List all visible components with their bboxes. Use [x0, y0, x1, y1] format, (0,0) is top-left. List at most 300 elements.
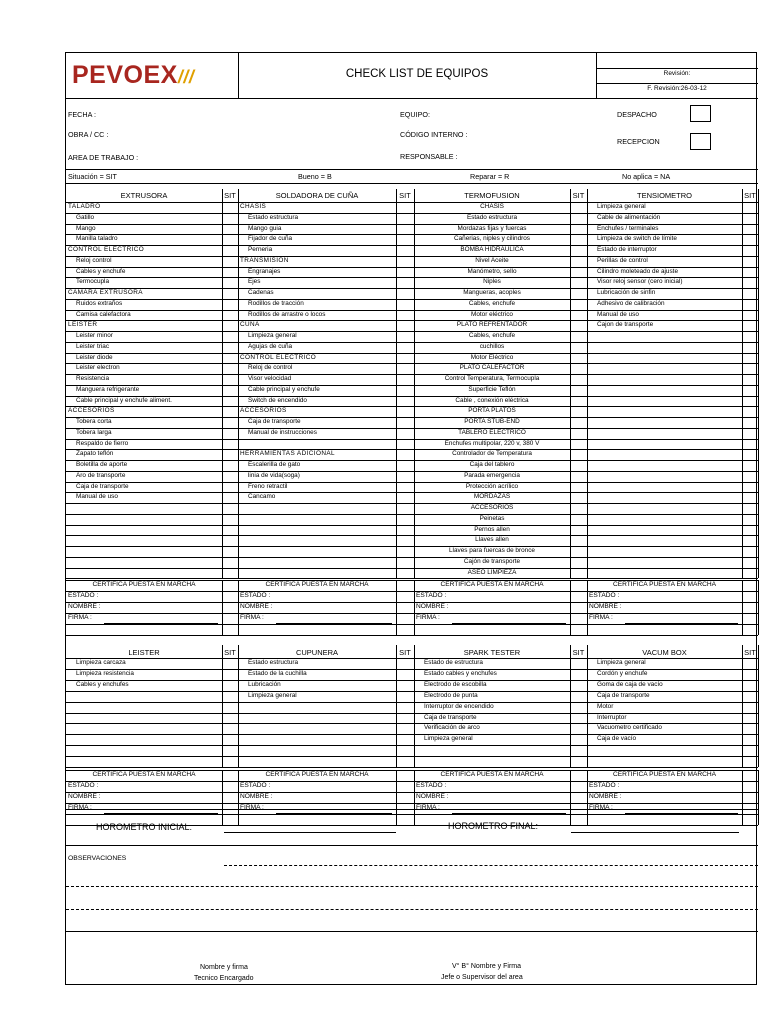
checklist-item: MORDAZAS [473, 493, 511, 501]
checklist-item: Cable de alimentación [597, 213, 661, 221]
checklist-item: Caja de transporte [424, 713, 477, 721]
sit-cell[interactable] [570, 320, 587, 331]
sit-cell[interactable] [396, 482, 414, 493]
sit-cell[interactable] [742, 299, 758, 310]
certifica-title: CERTIFICA PUESTA EN MARCHA [92, 581, 196, 589]
checklist-item: Cancamo [248, 493, 276, 501]
firma-field[interactable]: FIRMA : [240, 614, 264, 622]
revision-date: F. Revisión:26-03-12 [647, 85, 707, 92]
checklist-item: Motor eléctrico [471, 310, 513, 318]
sit-cell[interactable] [222, 734, 238, 745]
sit-cell[interactable] [396, 202, 414, 213]
sit-cell[interactable] [396, 734, 414, 745]
checklist-item: Perneria [248, 246, 273, 253]
sit-cell[interactable] [742, 702, 758, 713]
checklist-item: Manual de instrucciones [248, 428, 317, 436]
despacho-label: DESPACHO [617, 110, 657, 119]
sit-cell[interactable] [396, 471, 414, 482]
sit-cell[interactable] [396, 702, 414, 713]
sit-cell[interactable] [222, 713, 238, 724]
checklist-item: Cables y enchufe [76, 267, 126, 275]
sit-cell[interactable] [570, 406, 587, 417]
obra-label: OBRA / CC : [68, 130, 109, 139]
checklist-item: Manguera refrigerante [76, 385, 140, 393]
sit-cell[interactable] [570, 449, 587, 460]
sit-cell[interactable] [222, 320, 238, 331]
checklist-item: Mangueras, acoples [463, 289, 521, 296]
sit-header: SIT [399, 191, 411, 200]
sit-cell[interactable] [222, 691, 238, 702]
sit-cell[interactable] [570, 713, 587, 724]
sit-cell[interactable] [570, 224, 587, 235]
sit-cell[interactable] [570, 288, 587, 299]
checklist-item: Leister triac [76, 342, 110, 350]
sit-cell[interactable] [396, 363, 414, 374]
checklist-item: Verificación de arco [424, 724, 480, 732]
checklist-item: Electrodo de punta [424, 691, 478, 699]
checklist-item: Estado estructura [466, 213, 518, 221]
sit-cell[interactable] [222, 417, 238, 428]
sit-cell[interactable] [570, 267, 587, 278]
sit-cell[interactable] [396, 396, 414, 407]
certifica-title: CERTIFICA PUESTA EN MARCHA [92, 771, 196, 778]
checklist-item: Agujas de cuña [248, 342, 293, 350]
sit-cell[interactable] [222, 353, 238, 364]
sit-cell[interactable] [222, 299, 238, 310]
checklist-item: HERRAMIENTAS ADICIONAL [240, 450, 335, 458]
checklist-item: Resistencia [76, 375, 110, 382]
checklist-item: Cable , conexión eléctrica [455, 396, 529, 404]
column-title: SOLDADORA DE CUÑA [275, 191, 359, 200]
checklist-item: Manual de uso [76, 493, 118, 501]
checklist-item: Limpieza general [597, 659, 646, 666]
firma-field[interactable]: FIRMA : [416, 804, 440, 811]
sit-cell[interactable] [742, 267, 758, 278]
sit-cell[interactable] [570, 342, 587, 353]
checklist-item: cuchillos [479, 342, 505, 350]
checklist-item: Motor Eléctrico [470, 353, 514, 361]
sit-cell[interactable] [222, 428, 238, 439]
sit-cell[interactable] [222, 460, 238, 471]
sit-cell[interactable] [222, 680, 238, 691]
nombre-field[interactable]: NOMBRE : [589, 603, 622, 611]
equipo-label: EQUIPO: [400, 110, 430, 119]
firma-field[interactable]: FIRMA : [68, 804, 92, 811]
checklist-item: Respaldo de fierro [76, 439, 129, 447]
sit-cell[interactable] [570, 658, 587, 669]
sit-cell[interactable] [570, 363, 587, 374]
sit-cell[interactable] [570, 439, 587, 450]
checklist-item: Estado de estructura [424, 659, 483, 666]
firma-field[interactable]: FIRMA : [589, 804, 613, 811]
column-title: CUPUNERA [295, 648, 339, 657]
checklist-item: Cañerias, niples y cilindros [453, 235, 530, 243]
revision-label: Revisión: [663, 70, 691, 77]
sit-cell[interactable] [222, 310, 238, 321]
estado-field[interactable]: ESTADO : [416, 782, 447, 789]
sit-cell[interactable] [396, 224, 414, 235]
sit-cell[interactable] [222, 439, 238, 450]
sit-cell[interactable] [222, 756, 238, 767]
firma-field[interactable]: FIRMA : [589, 614, 613, 622]
sit-cell[interactable] [570, 396, 587, 407]
estado-field[interactable]: ESTADO : [240, 782, 271, 789]
checklist-item: Ejes [248, 278, 261, 286]
estado-field[interactable]: ESTADO : [240, 592, 271, 600]
checklist-sheet [65, 52, 757, 985]
checklist-item: Goma de caja de vacío [597, 680, 663, 688]
checklist-item: Lubricación de sinfin [597, 289, 656, 296]
checklist-item: Gatillo [76, 213, 95, 221]
checklist-item: Interruptor [597, 713, 627, 721]
checklist-item: Freno retractil [248, 482, 288, 490]
sit-cell[interactable] [570, 374, 587, 385]
checklist-item: TABLERO ELECTRICO [458, 428, 526, 436]
checklist-item: Zapato teflón [76, 450, 114, 458]
certifica-title: CERTIFICA PUESTA EN MARCHA [612, 771, 717, 778]
sit-cell[interactable] [742, 723, 758, 734]
sit-cell[interactable] [570, 385, 587, 396]
sit-cell[interactable] [570, 245, 587, 256]
sit-cell[interactable] [396, 406, 414, 417]
sit-cell[interactable] [222, 702, 238, 713]
sit-cell[interactable] [570, 557, 587, 568]
sit-cell[interactable] [222, 202, 238, 213]
page-title: CHECK LIST DE EQUIPOS [345, 68, 489, 80]
sit-cell[interactable] [742, 658, 758, 669]
sit-cell[interactable] [222, 492, 238, 503]
sit-cell[interactable] [570, 568, 587, 579]
sit-cell[interactable] [222, 449, 238, 460]
sit-cell[interactable] [570, 213, 587, 224]
sit-cell[interactable] [742, 245, 758, 256]
signature-tecnico-role: Tecnico Encargado [194, 975, 254, 982]
sit-cell[interactable] [570, 310, 587, 321]
sit-cell[interactable] [742, 288, 758, 299]
firma-field[interactable]: FIRMA : [416, 614, 440, 622]
sit-cell[interactable] [570, 277, 587, 288]
checklist-item: Manual de uso [597, 310, 639, 318]
certifica-title: CERTIFICA PUESTA EN MARCHA [440, 581, 544, 589]
checklist-item: Reloj de control [248, 364, 293, 372]
sit-cell[interactable] [222, 396, 238, 407]
checklist-item: ASEO LIMPIEZA [467, 568, 517, 576]
sit-cell[interactable] [570, 202, 587, 213]
sit-cell[interactable] [396, 256, 414, 267]
sit-cell[interactable] [570, 680, 587, 691]
sit-cell[interactable] [570, 535, 587, 546]
observaciones-line[interactable] [224, 865, 758, 866]
sit-cell[interactable] [396, 310, 414, 321]
sit-cell[interactable] [222, 342, 238, 353]
sit-cell[interactable] [396, 288, 414, 299]
observaciones-line[interactable] [66, 886, 758, 887]
sit-cell[interactable] [396, 267, 414, 278]
sit-cell[interactable] [222, 267, 238, 278]
sit-cell[interactable] [396, 213, 414, 224]
checklist-item: Visor velocidad [248, 375, 292, 382]
sit-cell[interactable] [396, 492, 414, 503]
sit-cell[interactable] [570, 745, 587, 756]
sit-cell[interactable] [742, 234, 758, 245]
observaciones-label: OBSERVACIONES [68, 855, 127, 862]
checklist-item: Enchufes multipolar, 220 v, 380 V [444, 439, 540, 447]
signature-supervisor-role: Jefe o Supervisor del area [441, 974, 523, 981]
checklist-item: Mango [76, 224, 96, 232]
sit-header: SIT [224, 648, 236, 657]
legend-noaplica: No aplica = NA [622, 172, 671, 181]
checklist-item: Estado estructura [248, 659, 299, 666]
sit-cell[interactable] [396, 658, 414, 669]
column-title: LEISTER [128, 648, 160, 657]
sit-cell[interactable] [742, 745, 758, 756]
firma-field[interactable]: FIRMA : [68, 614, 92, 622]
checklist-item: Cilindro moleteado de ajuste [597, 267, 678, 275]
checklist-item: Niples [483, 278, 501, 286]
sit-cell[interactable] [742, 213, 758, 224]
nombre-field[interactable]: NOMBRE : [416, 793, 449, 800]
estado-field[interactable]: ESTADO : [589, 782, 620, 789]
sit-cell[interactable] [222, 224, 238, 235]
sit-header: SIT [572, 648, 585, 657]
checklist-item: Protección acrílico [465, 482, 519, 490]
certifica-title: CERTIFICA PUESTA EN MARCHA [440, 771, 544, 778]
checklist-item: Motor [597, 702, 614, 710]
checklist-item: Reloj control [76, 256, 112, 264]
sit-cell[interactable] [396, 245, 414, 256]
estado-field[interactable]: ESTADO : [68, 592, 99, 600]
sit-cell[interactable] [570, 471, 587, 482]
checklist-item: Limpieza de switch de límite [597, 235, 677, 243]
nombre-field[interactable]: NOMBRE : [240, 603, 273, 611]
sit-cell[interactable] [570, 669, 587, 680]
checklist-item: Vacuometro certificado [597, 724, 662, 732]
sit-cell[interactable] [570, 546, 587, 557]
checklist-item: TALADRO [68, 203, 101, 210]
sit-cell[interactable] [570, 299, 587, 310]
sit-cell[interactable] [396, 417, 414, 428]
sit-cell[interactable] [570, 734, 587, 745]
despacho-checkbox[interactable] [690, 105, 711, 122]
sit-cell[interactable] [396, 756, 414, 767]
estado-field[interactable]: ESTADO : [589, 592, 620, 600]
sit-cell[interactable] [396, 713, 414, 724]
sit-cell[interactable] [396, 385, 414, 396]
checklist-item: Llaves allen [475, 536, 509, 544]
column-title: SPARK TESTER [463, 648, 521, 657]
checklist-item: Leister electron [76, 364, 120, 372]
checklist-item: Lubricación [248, 680, 281, 688]
checklist-item: Cables, enchufe [468, 332, 516, 339]
sit-cell[interactable] [396, 691, 414, 702]
sit-cell[interactable] [742, 277, 758, 288]
sit-cell[interactable] [570, 428, 587, 439]
checklist-item: ACCESORIOS [470, 504, 514, 511]
horometro-final-line[interactable] [571, 832, 739, 833]
sit-cell[interactable] [570, 460, 587, 471]
sit-cell[interactable] [222, 234, 238, 245]
sit-cell[interactable] [570, 514, 587, 525]
sit-cell[interactable] [742, 256, 758, 267]
codigo-label: CÓDIGO INTERNO : [400, 130, 468, 139]
sit-cell[interactable] [570, 417, 587, 428]
checklist-item: Cordón y enchufe [597, 669, 648, 677]
checklist-item: CHASIS [480, 203, 504, 210]
checklist-item: Mango guia [248, 224, 282, 232]
nombre-field[interactable]: NOMBRE : [589, 793, 622, 800]
sit-cell[interactable] [570, 525, 587, 536]
checklist-item: Limpieza general [248, 691, 297, 699]
checklist-item: Mordazas fijas y fuercas [457, 224, 527, 232]
sit-cell[interactable] [222, 277, 238, 288]
sit-cell[interactable] [222, 245, 238, 256]
sit-cell[interactable] [396, 342, 414, 353]
sit-cell[interactable] [396, 460, 414, 471]
estado-field[interactable]: ESTADO : [416, 592, 447, 600]
horometro-inicial-line[interactable] [224, 832, 396, 833]
checklist-item: Limpieza general [597, 203, 646, 210]
sit-cell[interactable] [570, 702, 587, 713]
sit-header: SIT [744, 191, 756, 200]
sit-cell[interactable] [222, 723, 238, 734]
sit-cell[interactable] [742, 310, 758, 321]
sit-cell[interactable] [222, 374, 238, 385]
checklist-item: Estado estructura [248, 213, 299, 221]
checklist-item: Manómetro, sello [467, 267, 517, 275]
fecha-label: FECHA : [68, 110, 96, 119]
firma-field[interactable]: FIRMA : [240, 804, 264, 811]
sit-cell[interactable] [396, 374, 414, 385]
checklist-item: Estado cables y enchufes [424, 669, 497, 677]
sit-cell[interactable] [222, 331, 238, 342]
sit-cell[interactable] [396, 680, 414, 691]
checklist-item: Leister minor [76, 332, 113, 339]
sit-cell[interactable] [570, 353, 587, 364]
sit-cell[interactable] [396, 428, 414, 439]
sit-cell[interactable] [570, 723, 587, 734]
nombre-field[interactable]: NOMBRE : [416, 603, 449, 611]
sit-cell[interactable] [396, 439, 414, 450]
checklist-item: Cables, enchufe [468, 299, 516, 307]
checklist-item: CHASIS [240, 203, 267, 210]
checklist-item: Fijador de cuña [248, 235, 293, 243]
checklist-item: Estado de interruptor [597, 246, 657, 253]
checklist-item: CONTROL ELECTRICO [68, 246, 145, 253]
sit-cell[interactable] [396, 745, 414, 756]
checklist-item: Controlador de Temperatura [452, 450, 532, 458]
sit-cell[interactable] [396, 331, 414, 342]
sit-cell[interactable] [742, 734, 758, 745]
checklist-item: Estado de la cuchilla [248, 669, 307, 677]
checklist-item: ACCESORIOS [240, 407, 287, 415]
sit-cell[interactable] [222, 288, 238, 299]
sit-cell[interactable] [742, 202, 758, 213]
sit-cell[interactable] [396, 320, 414, 331]
sit-cell[interactable] [742, 320, 758, 331]
sit-cell[interactable] [396, 234, 414, 245]
sit-cell[interactable] [222, 406, 238, 417]
sit-cell[interactable] [396, 353, 414, 364]
checklist-item: Limpieza carcaza [76, 659, 126, 666]
checklist-item: Switch de encendido [248, 396, 307, 404]
observaciones-line[interactable] [66, 909, 758, 910]
sit-cell[interactable] [570, 482, 587, 493]
checklist-item: linia de vida(soga) [248, 471, 300, 479]
sit-cell[interactable] [570, 256, 587, 267]
checklist-item: Termocupla [76, 278, 110, 286]
estado-field[interactable]: ESTADO : [68, 782, 99, 789]
checklist-item: Limpieza general [424, 735, 473, 743]
checklist-item: Rodillos de tracción [248, 299, 304, 307]
sit-cell[interactable] [222, 471, 238, 482]
sit-cell[interactable] [222, 363, 238, 374]
column-title: VACUM BOX [642, 648, 687, 657]
legend-situacion: Situación = SIT [68, 172, 117, 181]
sit-cell[interactable] [742, 680, 758, 691]
sit-cell[interactable] [742, 669, 758, 680]
nombre-field[interactable]: NOMBRE : [68, 603, 101, 611]
checklist-item: Tobera corta [76, 418, 112, 425]
column-title: EXTRUSORA [120, 191, 168, 200]
sit-cell[interactable] [570, 756, 587, 767]
sit-cell[interactable] [570, 492, 587, 503]
checklist-item: Caja de vacío [597, 735, 637, 743]
recepcion-checkbox[interactable] [690, 133, 711, 150]
checklist-item: Aro de transporte [76, 471, 126, 479]
checklist-item: Perillas de control [597, 256, 648, 264]
sit-cell[interactable] [742, 224, 758, 235]
sit-cell[interactable] [396, 723, 414, 734]
checklist-item: PORTA PLATOS [468, 407, 516, 415]
checklist-item: TRANSMISION [240, 256, 289, 264]
recepcion-label: RECEPCION [617, 137, 660, 146]
sit-cell[interactable] [222, 669, 238, 680]
sit-cell[interactable] [396, 669, 414, 680]
sit-cell[interactable] [222, 745, 238, 756]
checklist-item: Interruptor de encendido [424, 702, 494, 710]
checklist-item: Adhesivo de calibración [597, 299, 665, 307]
nombre-field[interactable]: NOMBRE : [68, 793, 101, 800]
legend-reparar: Reparar = R [470, 172, 510, 181]
checklist-item: Peinetas [479, 514, 505, 522]
signature-supervisor-name: V° B° Nombre y Firma [452, 963, 521, 970]
sit-cell[interactable] [396, 449, 414, 460]
sit-cell[interactable] [396, 299, 414, 310]
sit-cell[interactable] [570, 691, 587, 702]
checklist-item: Cable principal y enchufe [248, 385, 320, 393]
sit-cell[interactable] [742, 691, 758, 702]
sit-cell[interactable] [742, 756, 758, 767]
nombre-field[interactable]: NOMBRE : [240, 793, 273, 800]
sit-cell[interactable] [742, 713, 758, 724]
checklist-item: Caja de transporte [597, 691, 650, 699]
sit-cell[interactable] [222, 213, 238, 224]
sit-cell[interactable] [222, 385, 238, 396]
sit-cell[interactable] [222, 482, 238, 493]
checklist-item: LEISTER [68, 321, 98, 329]
checklist-item: Caja del tablero [469, 461, 515, 468]
sit-cell[interactable] [222, 658, 238, 669]
checklist-item: Llaves para fuercas de bronce [449, 547, 535, 554]
checklist-item: ACCESORIOS [68, 407, 115, 415]
checklist-item: Nivel Aceite [475, 256, 509, 264]
checklist-item: Escalerilla de gato [248, 461, 301, 468]
sit-cell[interactable] [570, 331, 587, 342]
sit-cell[interactable] [570, 503, 587, 514]
sit-cell[interactable] [570, 234, 587, 245]
sit-cell[interactable] [396, 277, 414, 288]
sit-cell[interactable] [222, 256, 238, 267]
